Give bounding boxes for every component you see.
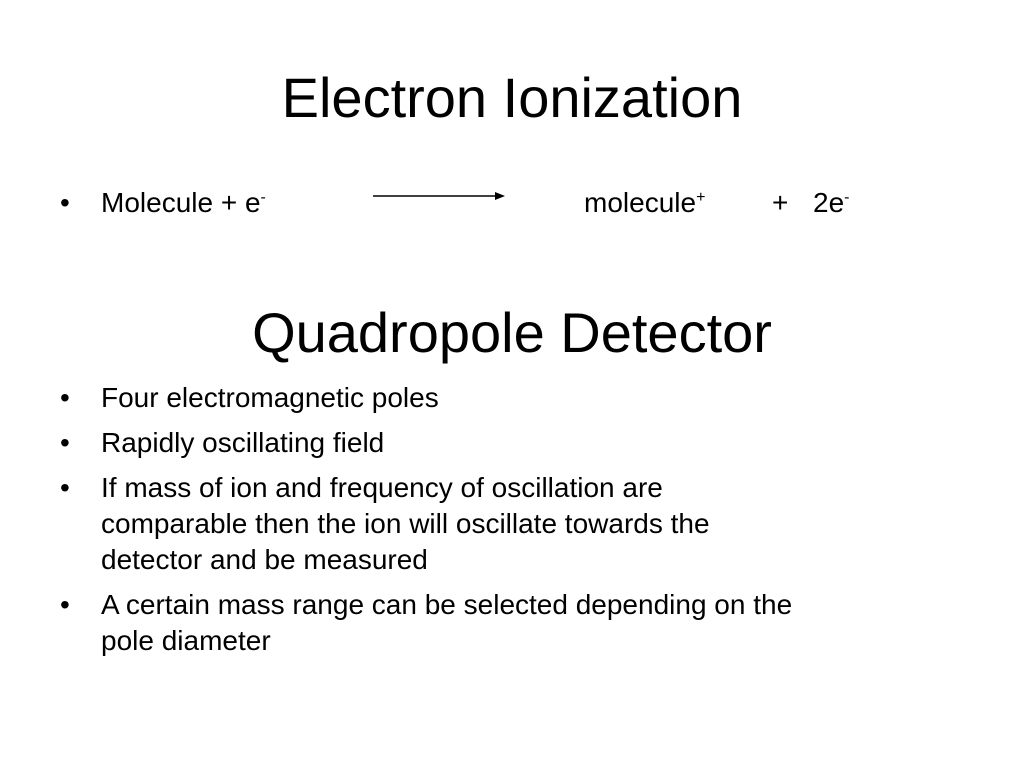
equation-line xyxy=(60,186,960,222)
product2-charge: - xyxy=(844,189,850,206)
bullet-symbol: • xyxy=(60,187,70,218)
list-item xyxy=(60,380,980,416)
list-item-text-line: A certain mass range can be selected depending on the xyxy=(101,589,793,620)
equation-product-2 xyxy=(813,186,849,220)
equation-reactants xyxy=(101,186,266,220)
bullet-symbol: • xyxy=(60,382,70,413)
list-item-text-line: detector and be measured xyxy=(101,544,428,575)
slide-title-quadropole-detector: Quadropole Detector xyxy=(252,301,772,364)
list-item-text: Four electromagnetic poles xyxy=(101,382,439,413)
list-item xyxy=(60,425,980,461)
list-item-text: Rapidly oscillating field xyxy=(101,427,385,458)
reactant-text: Molecule + e xyxy=(101,187,261,218)
bullet-symbol: • xyxy=(60,589,70,620)
list-item xyxy=(60,470,980,578)
list-item-text-line: If mass of ion and frequency of oscillation are xyxy=(101,472,663,503)
reactant-charge: - xyxy=(260,189,266,206)
product2-text: 2e xyxy=(813,187,845,218)
bullet-list xyxy=(60,380,980,668)
list-item xyxy=(60,587,980,659)
equation-product-1 xyxy=(584,186,705,220)
slide-title-electron-ionization: Electron Ionization xyxy=(281,66,743,129)
equation-plus: + xyxy=(772,187,789,218)
list-item-text-line: pole diameter xyxy=(101,625,271,656)
bullet-symbol: • xyxy=(60,472,70,503)
product1-text: molecule xyxy=(584,187,697,218)
reaction-arrow-icon xyxy=(373,186,505,206)
bullet-symbol: • xyxy=(60,427,70,458)
list-item-text-line: comparable then the ion will oscillate towards the xyxy=(101,508,710,539)
product1-charge: + xyxy=(696,189,706,206)
